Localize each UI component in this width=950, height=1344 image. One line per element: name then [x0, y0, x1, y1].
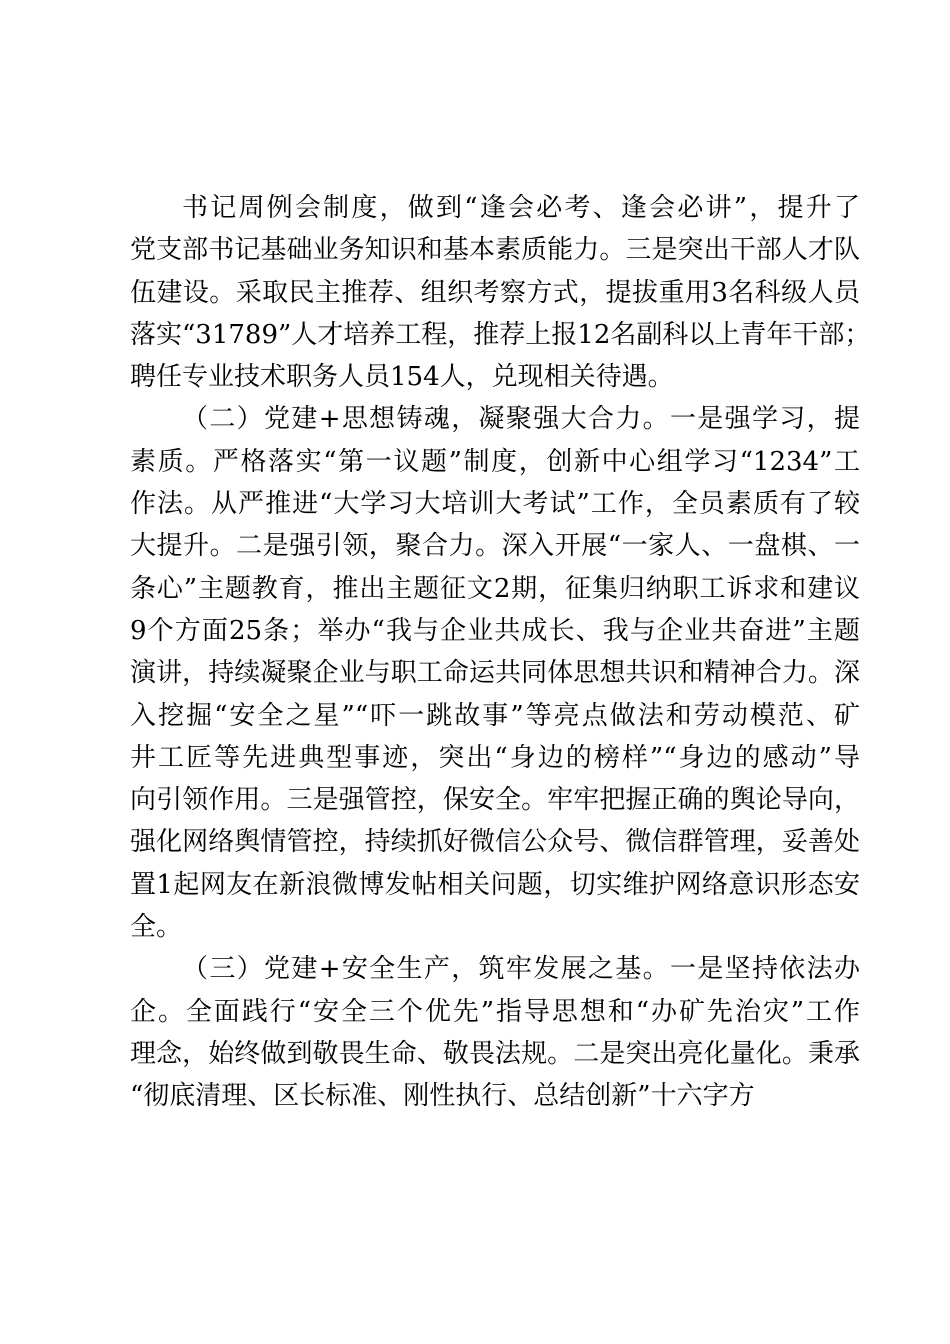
text-line: 理念，始终做到敬畏生命、敬畏法规。二是突出亮化量化。秉承	[130, 1038, 860, 1069]
text-line: 聘任专业技术职务人员154人，兑现相关待遇。	[130, 362, 674, 393]
text-line: “彻底清理、区长标准、刚性执行、总结创新”十六字方	[130, 1081, 755, 1112]
text-line: 条心”主题教育，推出主题征文2期，征集归纳职工诉求和建议	[130, 573, 860, 604]
text-line: 作法。从严推进“大学习大培训大考试”工作，全员素质有了较	[130, 489, 860, 520]
text-line: 大提升。二是强引领，聚合力。深入开展“一家人、一盘棋、一	[130, 531, 860, 562]
text-line: 书记周例会制度，做到“逢会必考、逢会必讲”，提升了	[182, 193, 860, 223]
text-line: 演讲，持续凝聚企业与职工命运共同体思想共识和精神合力。深	[130, 658, 860, 689]
text-line: 全。	[130, 912, 183, 943]
text-line: 向引领作用。三是强管控，保安全。牢牢把握正确的舆论导向，	[130, 785, 860, 816]
text-line: 党支部书记基础业务知识和基本素质能力。三是突出干部人才队	[130, 235, 860, 266]
text-line: 企。全面践行“安全三个优先”指导思想和“办矿先治灾”工作	[130, 996, 860, 1027]
text-line: 强化网络舆情管控，持续抓好微信公众号、微信群管理，妥善处	[130, 827, 860, 858]
text-line: 井工匠等先进典型事迹，突出“身边的榜样”“身边的感动”导	[130, 742, 860, 773]
text-line: 入挖掘“安全之星”“吓一跳故事”等亮点做法和劳动模范、矿	[130, 700, 860, 731]
text-line: 落实“31789”人才培养工程，推荐上报12名副科以上青年干部；	[130, 319, 871, 350]
text-line: 素质。严格落实“第一议题”制度，创新中心组学习“1234”工	[130, 446, 860, 477]
paragraph-heading-line: （二）党建+思想铸魂，凝聚强大合力。一是强学习，提	[182, 404, 860, 435]
paragraph-heading-line: （三）党建+安全生产，筑牢发展之基。一是坚持依法办	[182, 954, 860, 985]
document-body	[130, 187, 871, 1118]
text-line: 伍建设。采取民主推荐、组织考察方式，提拔重用3名科级人员	[130, 277, 860, 308]
text-line: 9个方面25条；举办“我与企业共成长、我与企业共奋进”主题	[130, 615, 860, 646]
text-line: 置1起网友在新浪微博发帖相关问题，切实维护网络意识形态安	[130, 869, 860, 900]
